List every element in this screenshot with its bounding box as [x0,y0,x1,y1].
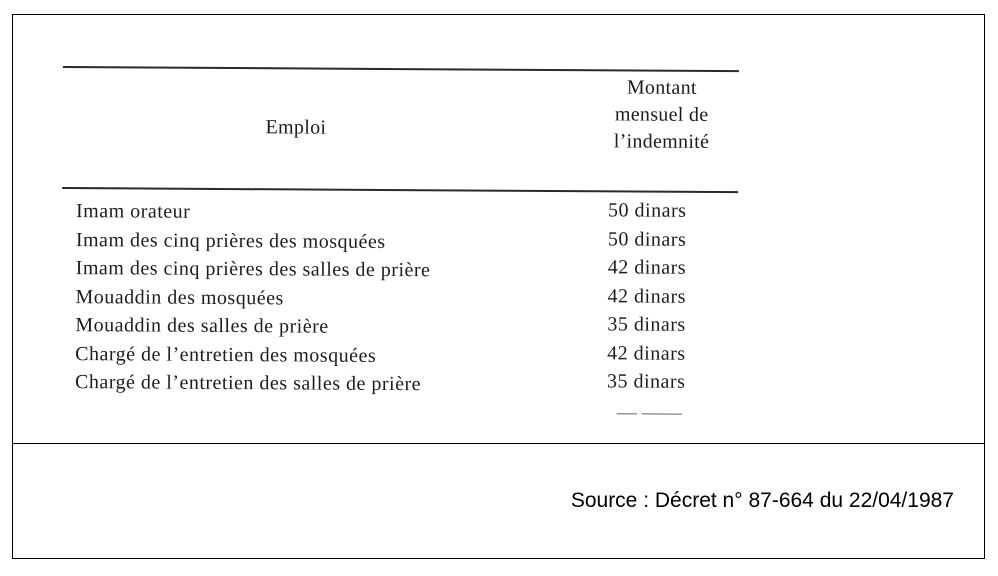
frame-divider [13,443,984,444]
emploi-cell: Chargé de l’entretien des salles de prière [74,371,422,396]
cropped-text-fragment: — —— [616,401,682,424]
montant-cell: 35 dinars [607,313,686,336]
table-body [75,200,736,404]
emploi-cell: Chargé de l’entretien des mosquées [75,342,377,367]
column-header-emploi: Emploi [265,116,327,139]
column-header-montant-line: mensuel de [614,103,709,126]
table-header-rule [62,187,738,193]
montant-cell: 50 dinars [607,227,687,251]
montant-cell: 42 dinars [607,256,687,279]
montant-cell: 50 dinars [608,199,687,222]
source-caption: Source : Décret n° 87-664 du 22/04/1987 [570,489,954,512]
montant-cell: 42 dinars [607,284,687,308]
column-header-montant [576,74,746,156]
emploi-cell: Imam orateur [75,200,191,223]
column-header-montant-line: l’indemnité [613,130,710,153]
montant-cell: 35 dinars [606,370,686,393]
emploi-cell: Imam des cinq prières des mosquées [75,228,386,253]
table-top-rule [63,66,739,72]
emploi-cell: Mouaddin des mosquées [75,285,284,309]
emploi-cell: Imam des cinq prières des salles de prière [75,257,431,282]
montant-cell: 42 dinars [607,341,686,365]
table-row [75,371,735,404]
figure-frame [12,14,985,559]
emploi-cell: Mouaddin des salles de prière [75,314,329,338]
scanned-table [59,57,751,424]
column-header-montant-line: Montant [626,76,697,99]
